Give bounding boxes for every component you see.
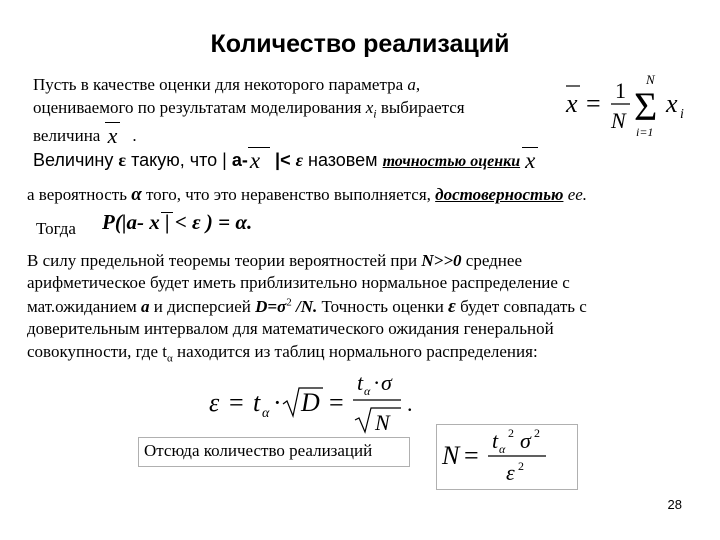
- var-a: а: [141, 297, 150, 316]
- precision-formula: [205, 368, 425, 436]
- accuracy-term: точностью оценки: [382, 153, 521, 170]
- para3-text: а вероятность: [27, 185, 132, 204]
- para1-line2: [33, 98, 465, 121]
- para3-line: [27, 184, 587, 206]
- f1-t2: t: [357, 370, 364, 395]
- f1-epsilon: ε: [209, 388, 220, 417]
- subscript-alpha: α: [166, 352, 173, 365]
- para5-line2: арифметическое будет иметь приблизительно нормальное распределение с: [27, 273, 570, 292]
- reliability-term: достоверностью: [435, 185, 564, 204]
- formula-x: x: [566, 89, 578, 118]
- para2-line: [33, 146, 538, 172]
- f1-dot: ·: [273, 388, 282, 417]
- para5-text: среднее: [461, 251, 522, 270]
- epsilon-symbol: ε: [448, 296, 456, 317]
- formula-sigma: Σ: [634, 84, 658, 129]
- var-a: a: [407, 75, 416, 94]
- f2-sup2: 2: [534, 426, 540, 440]
- epsilon-symbol: ε: [118, 150, 127, 170]
- formula-xi: x: [666, 89, 678, 118]
- para2-text: назовем: [303, 150, 383, 170]
- f1-alpha2: α: [364, 384, 371, 398]
- alpha-symbol: α: [131, 184, 142, 205]
- para1-comma: ,: [415, 75, 421, 94]
- para1-text: Пусть в качестве оценки для некоторого параметра: [33, 75, 408, 94]
- page-title: Количество реализаций: [210, 30, 510, 58]
- f1-eq: =: [229, 388, 244, 417]
- f1-period: .: [407, 391, 413, 416]
- f1-d: D: [301, 388, 320, 417]
- para4-then: Тогда: [36, 219, 76, 238]
- subscript-i: i: [373, 106, 377, 121]
- f2-sup3: 2: [518, 459, 524, 473]
- para5-text: Точность оценки: [317, 297, 449, 316]
- para1-text-end: выбирается: [376, 98, 465, 117]
- para1-text: оцениваемого по результатам моделирования: [33, 98, 366, 117]
- epsilon-symbol: ε: [295, 150, 303, 170]
- f2-alpha: α: [499, 442, 506, 456]
- f1-alpha: α: [262, 406, 270, 421]
- para1-period: .: [132, 126, 137, 145]
- formula-xi-sub: i: [680, 107, 684, 122]
- formula-eq: =: [586, 89, 601, 118]
- para5-line3: [27, 296, 587, 318]
- para5-text: и дисперсией: [149, 297, 256, 316]
- page-number: 28: [667, 497, 682, 512]
- var-x-bar: x: [248, 147, 270, 173]
- para5-text: мат.ожиданием: [27, 297, 142, 316]
- para5-text: В силу предельной теоремы теории вероятностей при: [27, 251, 422, 270]
- realizations-formula: [436, 424, 576, 488]
- var-x: x: [365, 98, 374, 117]
- para2-abs: |<: [270, 150, 296, 170]
- para5-text: будет совпадать с: [455, 297, 587, 316]
- n-condition: N>>0: [421, 251, 462, 270]
- f2-n: N: [442, 441, 460, 470]
- f1-n: N: [375, 410, 390, 435]
- f1-sigma: σ: [381, 370, 392, 395]
- para2-text: Величину: [33, 150, 119, 170]
- para3-text: того, что это неравенство выполняется,: [141, 185, 436, 204]
- para5-text: совокупности, где t: [27, 342, 167, 361]
- para1-line1: [33, 75, 420, 95]
- para3-end: ее.: [563, 185, 588, 204]
- f1-eq2: =: [329, 388, 344, 417]
- f1-t: t: [253, 388, 261, 417]
- probability-formula: P(|a- x | < ε ) = α.: [102, 210, 253, 234]
- para5-line1: [27, 251, 522, 271]
- para1-text: величина: [33, 126, 105, 145]
- para1-line3: [33, 121, 137, 147]
- f2-epsilon: ε: [506, 460, 515, 485]
- para5-line5: [27, 342, 538, 364]
- para2-text: такую, что |: [126, 150, 232, 170]
- f2-sup1: 2: [508, 426, 514, 440]
- f2-eq: =: [464, 441, 479, 470]
- f1-dot2: ·: [373, 370, 381, 395]
- formula-one: 1: [615, 78, 626, 103]
- variance-formula: D=σ: [255, 297, 287, 316]
- var-x-bar: x: [105, 122, 121, 148]
- f2-sigma: σ: [520, 428, 531, 453]
- var-x-bar: x: [522, 147, 538, 173]
- formula-sum-top: N: [646, 72, 655, 87]
- mean-formula: [560, 68, 696, 140]
- formula-n: N: [611, 108, 626, 133]
- superscript-2: 2: [286, 296, 292, 309]
- x-bar-line: [161, 212, 173, 213]
- para5-text: находится из таблиц нормального распределения:: [172, 342, 538, 361]
- variance-denominator: /N.: [291, 297, 318, 316]
- f2-t: t: [492, 428, 499, 453]
- var-a: a-: [231, 150, 248, 170]
- para5-line4: доверительным интервалом для математического ожидания генеральной: [27, 319, 554, 338]
- formula-sum-bottom: i=1: [636, 125, 654, 139]
- conclusion-text: Отсюда количество реализаций: [144, 441, 373, 460]
